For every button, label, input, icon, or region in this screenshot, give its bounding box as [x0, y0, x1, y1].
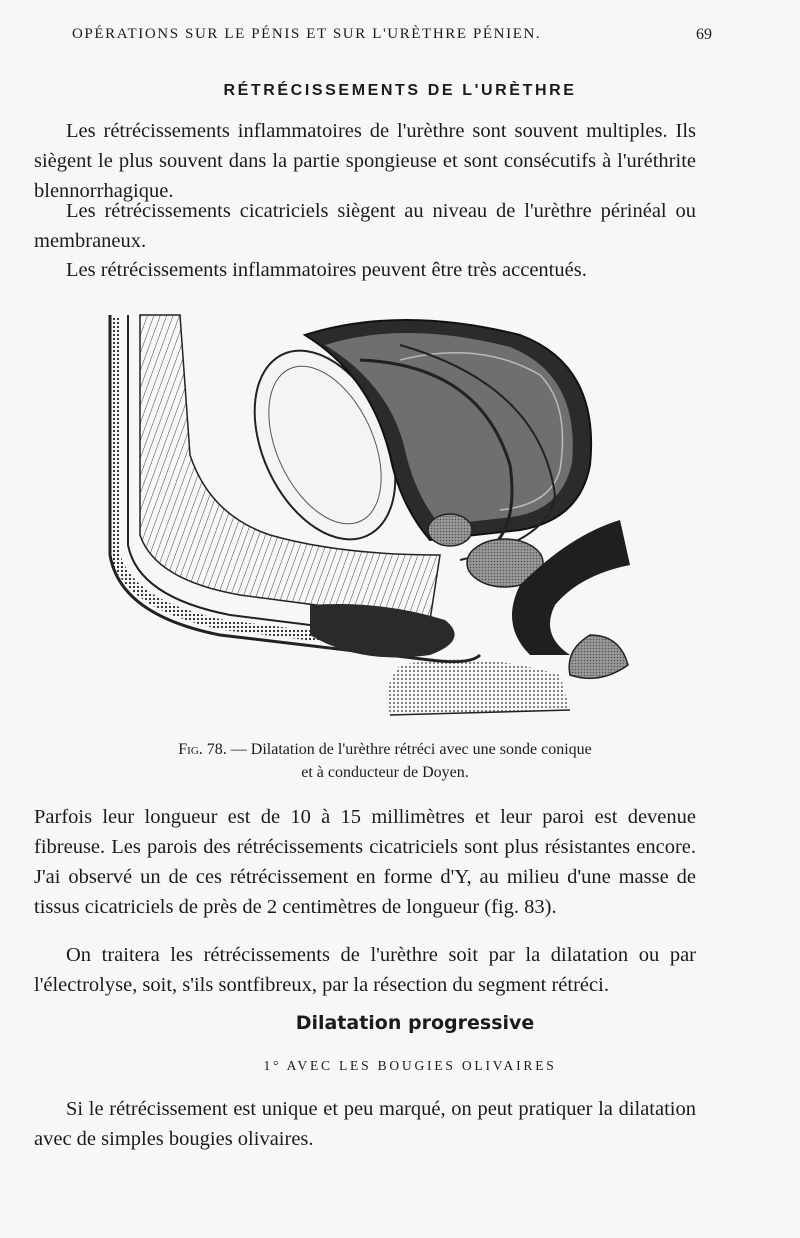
subsubheading: 1° AVEC LES BOUGIES OLIVAIRES: [263, 1058, 557, 1073]
intro-paragraph-2: Les rétrécissements cicatriciels siègent au niveau de l'urèthre périnéal ou membraneux.: [34, 200, 696, 252]
caption-label: Fig. 78.: [178, 741, 227, 758]
final-paragraph: Si le rétrécissement est unique et peu marqué, on peut pratiquer la dilatation avec de simples bougies olivaires.: [34, 1098, 696, 1150]
anatomical-illustration: [100, 305, 645, 725]
running-head-text: OPÉRATIONS SUR LE PÉNIS ET SUR L'URÈTHRE PÉNIEN.: [72, 26, 542, 42]
running-head: [72, 26, 712, 43]
page-number: 69: [696, 26, 712, 43]
caption-text-1: — Dilatation de l'urèthre rétréci avec une sonde conique: [230, 741, 592, 758]
section-title: RÉTRÉCISSEMENTS DE L'URÈTHRE: [223, 82, 577, 99]
intro-paragraph-1: Les rétrécissements inflammatoires de l'urèthre sont souvent multiples. Ils siègent le plus souvent dans la partie spongieuse et sont consécutifs à l'uréthrite blennorrhagique.: [34, 120, 696, 202]
intro-paragraph-3: Les rétrécissements inflammatoires peuvent être très accentués.: [66, 259, 587, 281]
body-paragraph-2: On traitera les rétrécissements de l'urèthre soit par la dilatation ou par l'électrolyse, soit, s'ils sontfibreux, par la résection du segment rétréci.: [34, 944, 696, 996]
caption-line-1: [100, 738, 670, 761]
subheading: Dilatation progressive: [295, 1012, 535, 1034]
caption-text-2: et à conducteur de Doyen.: [301, 764, 469, 781]
body-paragraph-1: Parfois leur longueur est de 10 à 15 millimètres et leur paroi est devenue fibreuse. Les parois des rétrécissements cicatriciels sont plus résistantes encore. J'ai observé un de ces rétrécissement en forme d'Y, au milieu d'une masse de tissus cicatriciels de près de 2 centimètres de longueur (fig. 83).: [34, 806, 696, 918]
figure-caption: [100, 738, 670, 784]
